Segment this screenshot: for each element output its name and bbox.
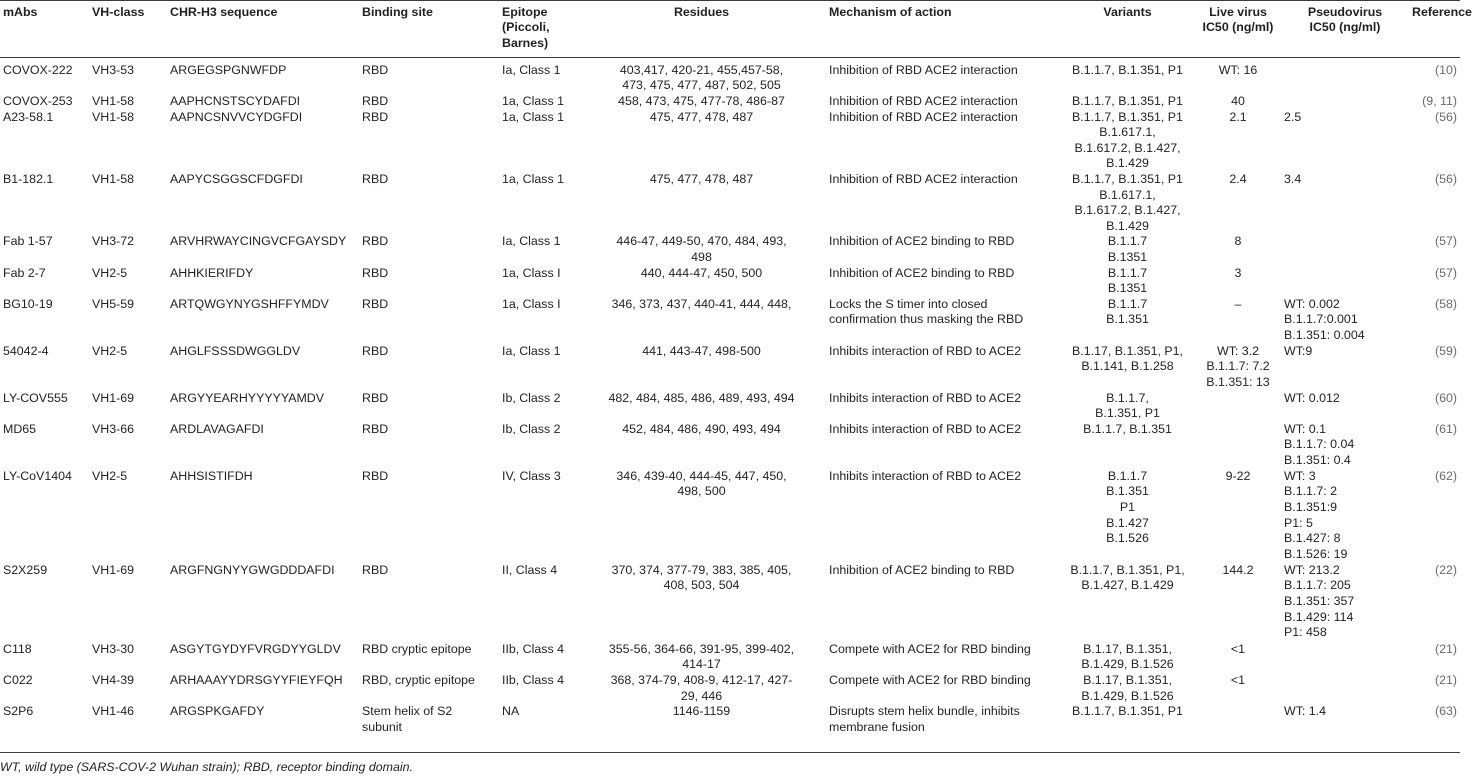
cell-live-virus-ic50: 40 <box>1231 93 1245 108</box>
cell-variants: B.1.1.7, B.1.351, P1 <box>1072 93 1183 108</box>
cell-pseudovirus-ic50: WT: 213.2 B.1.1.7: 205 B.1.351: 357 B.1.429: 114 P1: 458 <box>1284 562 1355 640</box>
cell-epitope: NA <box>502 704 520 719</box>
table-row <box>0 266 1460 297</box>
column-header-variants: Variants <box>1103 5 1152 19</box>
cell-live-virus-ic50 <box>1195 704 1281 736</box>
cell-pseudovirus-ic50 <box>1281 94 1409 110</box>
cell-reference: (61) <box>1434 421 1457 436</box>
cell-vh-class: VH1-58 <box>92 109 135 124</box>
cell-live-virus-ic50: 144.2 <box>1222 562 1254 577</box>
cell-reference: (57) <box>1434 234 1457 249</box>
cell-mechanism: Inhibits interaction of RBD to ACE2 <box>829 421 1022 436</box>
cell-chr-h3-sequence: ARGSPKGAFDY <box>170 704 265 719</box>
cell-chr-h3-sequence: AAPHCNSTSCYDAFDI <box>170 93 301 108</box>
cell-residues: 440, 444-47, 450, 500 <box>640 265 763 280</box>
cell-binding-site: Stem helix of S2 subunit <box>362 704 453 734</box>
cell-variants: B.1.17, B.1.351, B.1.429, B.1.526 <box>1081 641 1174 672</box>
cell-binding-site: RBD <box>362 62 389 77</box>
cell-binding-site: RBD <box>362 265 389 280</box>
cell-chr-h3-sequence: AAPYCSGGSCFDGFDI <box>170 172 303 187</box>
cell-reference: (10) <box>1434 62 1457 77</box>
cell-pseudovirus-ic50: WT: 0.002 B.1.1.7:0.001 B.1.351: 0.004 <box>1284 296 1365 342</box>
cell-chr-h3-sequence: ASGYTGYDYFVRGDYYGLDV <box>170 641 341 656</box>
column-header-residues: Residues <box>673 5 730 19</box>
cell-variants: B.1.17, B.1.351, P1, B.1.141, B.1.258 <box>1072 343 1183 374</box>
cell-vh-class: VH3-66 <box>92 421 135 436</box>
column-header-live-virus-ic50: Live virus IC50 (ng/ml) <box>1202 5 1274 35</box>
cell-variants: B.1.1.7, B.1.351 <box>1083 421 1172 436</box>
cell-epitope: 1a, Class 1 <box>502 109 564 124</box>
cell-reference: (63) <box>1434 704 1457 719</box>
table-row <box>0 422 1460 469</box>
cell-mabs: COVOX-253 <box>3 93 73 108</box>
cell-vh-class: VH2-5 <box>92 468 128 483</box>
cell-live-virus-ic50: WT: 16 <box>1218 62 1258 77</box>
cell-binding-site: RBD <box>362 468 389 483</box>
cell-residues: 458, 473, 475, 477-78, 486-87 <box>618 93 785 108</box>
table-body <box>0 57 1460 736</box>
cell-epitope: Ib, Class 2 <box>502 421 561 436</box>
cell-mechanism: Inhibition of ACE2 binding to RBD <box>829 234 1015 249</box>
cell-binding-site: RBD <box>362 421 389 436</box>
cell-mabs: 54042-4 <box>3 343 49 358</box>
cell-reference: (56) <box>1434 172 1457 187</box>
column-header-binding-site: Binding site <box>362 5 433 19</box>
column-header-chr-h3-sequence: CHR-H3 sequence <box>170 5 278 19</box>
cell-residues: 441, 443-47, 498-500 <box>642 343 761 358</box>
cell-residues: 446-47, 449-50, 470, 484, 493, 498 <box>616 234 787 265</box>
cell-vh-class: VH4-39 <box>92 672 135 687</box>
cell-chr-h3-sequence: ARHAAAYYDRSGYYFIEYFQH <box>170 672 343 687</box>
table-row <box>0 57 1460 94</box>
cell-mechanism: Inhibition of RBD ACE2 interaction <box>829 109 1018 124</box>
cell-binding-site: RBD cryptic epitope <box>362 641 472 656</box>
cell-binding-site: RBD <box>362 390 389 405</box>
cell-live-virus-ic50: <1 <box>1230 641 1246 656</box>
cell-mechanism: Locks the S timer into closed confirmation thus masking the RBD <box>829 296 1024 327</box>
cell-variants: B.1.1.7, B.1.351, P1 B.1.617.1, B.1.617.2, B.1.427, B.1.429 <box>1072 109 1183 171</box>
cell-epitope: IV, Class 3 <box>502 468 561 483</box>
cell-pseudovirus-ic50 <box>1281 673 1409 704</box>
cell-binding-site: RBD <box>362 562 389 577</box>
column-header-mabs: mAbs <box>3 5 38 19</box>
cell-binding-site: RBD <box>362 296 389 311</box>
cell-mabs: LY-CoV1404 <box>3 468 72 483</box>
cell-pseudovirus-ic50 <box>1281 234 1409 265</box>
cell-reference: (57) <box>1434 265 1457 280</box>
cell-vh-class: VH2-5 <box>92 265 128 280</box>
cell-mechanism: Inhibits interaction of RBD to ACE2 <box>829 343 1022 358</box>
cell-live-virus-ic50: 2.1 <box>1229 109 1247 124</box>
table-row <box>0 344 1460 391</box>
cell-variants: B.1.1.7, B.1.351, P1 <box>1095 390 1160 421</box>
cell-live-virus-ic50: 9-22 <box>1225 468 1251 483</box>
table-row <box>0 642 1460 673</box>
cell-mechanism: Inhibition of RBD ACE2 interaction <box>829 62 1018 77</box>
cell-mechanism: Inhibits interaction of RBD to ACE2 <box>829 468 1022 483</box>
cell-variants: B.1.1.7, B.1.351, P1, B.1.427, B.1.429 <box>1070 562 1185 593</box>
column-header-vh-class: VH-class <box>92 5 145 19</box>
cell-chr-h3-sequence: ARGYYEARHYYYYYAMDV <box>170 390 325 405</box>
cell-binding-site: RBD <box>362 172 389 187</box>
cell-vh-class: VH2-5 <box>92 343 128 358</box>
table-row <box>0 297 1460 344</box>
cell-residues: 346, 373, 437, 440-41, 444, 448, <box>611 296 792 311</box>
cell-binding-site: RBD <box>362 93 389 108</box>
column-header-mechanism: Mechanism of action <box>829 5 952 19</box>
cell-mabs: Fab 2-7 <box>3 265 46 280</box>
cell-live-virus-ic50: <1 <box>1230 672 1246 687</box>
cell-chr-h3-sequence: AAPNCSNVVCYDGFDI <box>170 109 303 124</box>
cell-chr-h3-sequence: AHGLFSSSDWGGLDV <box>170 343 301 358</box>
cell-mechanism: Compete with ACE2 for RBD binding <box>829 641 1031 656</box>
cell-live-virus-ic50 <box>1195 391 1281 422</box>
cell-reference: (21) <box>1434 641 1457 656</box>
cell-variants: B.1.1.7 B.1351 <box>1107 234 1148 265</box>
cell-epitope: Ia, Class 1 <box>502 343 561 358</box>
cell-epitope: Ib, Class 2 <box>502 390 561 405</box>
cell-pseudovirus-ic50 <box>1281 57 1409 94</box>
cell-variants: B.1.1.7 B.1351 <box>1107 265 1148 296</box>
column-header-pseudovirus-ic50: Pseudovirus IC50 (ng/ml) <box>1307 5 1383 35</box>
table-header-row <box>0 0 1460 57</box>
cell-pseudovirus-ic50: 3.4 <box>1284 172 1302 187</box>
cell-mechanism: Inhibits interaction of RBD to ACE2 <box>829 390 1022 405</box>
cell-residues: 370, 374, 377-79, 383, 385, 405, 408, 503, 504 <box>611 562 792 593</box>
cell-live-virus-ic50: – <box>1234 296 1242 311</box>
cell-mechanism: Compete with ACE2 for RBD binding <box>829 672 1031 687</box>
cell-epitope: IIb, Class 4 <box>502 641 564 656</box>
cell-mabs: A23-58.1 <box>3 109 54 124</box>
cell-epitope: 1a, Class 1 <box>502 93 564 108</box>
cell-chr-h3-sequence: ARVHRWAYCINGVCFGAYSDY <box>170 234 347 249</box>
table-row <box>0 110 1460 172</box>
cell-reference: (56) <box>1434 109 1457 124</box>
cell-mabs: S2P6 <box>3 704 34 719</box>
cell-residues: 1146-1159 <box>672 704 731 719</box>
table-bottom-rule <box>0 752 1460 753</box>
cell-mabs: LY-COV555 <box>3 390 68 405</box>
table-row <box>0 673 1460 704</box>
cell-reference: (9, 11) <box>1422 93 1457 108</box>
table-row <box>0 563 1460 642</box>
cell-pseudovirus-ic50: WT: 0.1 B.1.1.7: 0.04 B.1.351: 0.4 <box>1284 421 1355 467</box>
cell-binding-site: RBD <box>362 343 389 358</box>
cell-mechanism: Inhibition of RBD ACE2 interaction <box>829 93 1018 108</box>
cell-pseudovirus-ic50 <box>1281 642 1409 673</box>
cell-live-virus-ic50: 2.4 <box>1229 172 1247 187</box>
table-row <box>0 391 1460 422</box>
cell-epitope: 1a, Class I <box>502 265 561 280</box>
cell-reference: (62) <box>1434 468 1457 483</box>
cell-mechanism: Disrupts stem helix bundle, inhibits membrane fusion <box>829 704 1020 734</box>
table-row <box>0 172 1460 234</box>
cell-reference: (22) <box>1434 562 1457 577</box>
cell-mechanism: Inhibition of RBD ACE2 interaction <box>829 172 1018 187</box>
cell-mabs: Fab 1-57 <box>3 234 53 249</box>
column-header-epitope: Epitope (Piccoli, Barnes) <box>502 5 550 50</box>
cell-binding-site: RBD <box>362 109 389 124</box>
table-row <box>0 94 1460 110</box>
cell-pseudovirus-ic50: WT: 0.012 <box>1284 390 1340 405</box>
cell-reference: (58) <box>1434 296 1457 311</box>
cell-variants: B.1.17, B.1.351, B.1.429, B.1.526 <box>1081 672 1174 703</box>
cell-mabs: BG10-19 <box>3 296 53 311</box>
cell-vh-class: VH5-59 <box>92 296 135 311</box>
cell-variants: B.1.1.7 B.1.351 <box>1106 296 1149 327</box>
cell-reference: (59) <box>1434 343 1457 358</box>
cell-residues: 368, 374-79, 408-9, 412-17, 427- 29, 446 <box>610 672 793 703</box>
cell-chr-h3-sequence: ARDLAVAGAFDI <box>170 421 264 436</box>
cell-live-virus-ic50 <box>1195 422 1281 469</box>
cell-mabs: COVOX-222 <box>3 62 73 77</box>
cell-chr-h3-sequence: AHHSISTIFDH <box>170 468 253 483</box>
cell-mabs: S2X259 <box>3 562 48 577</box>
cell-chr-h3-sequence: ARTQWGYNYGSHFFYMDV <box>170 296 329 311</box>
cell-variants: B.1.1.7, B.1.351, P1 <box>1072 704 1183 719</box>
cell-residues: 475, 477, 478, 487 <box>649 109 754 124</box>
cell-mabs: C118 <box>3 641 32 656</box>
cell-vh-class: VH1-46 <box>92 704 135 719</box>
column-header-reference: Reference <box>1412 5 1472 19</box>
cell-residues: 355-56, 364-66, 391-95, 399-402, 414-17 <box>608 641 795 672</box>
cell-epitope: Ia, Class 1 <box>502 234 561 249</box>
cell-variants: B.1.1.7, B.1.351, P1 <box>1072 62 1183 77</box>
cell-mabs: B1-182.1 <box>3 172 54 187</box>
table-footnote: WT, wild type (SARS-COV-2 Wuhan strain); RBD, receptor binding domain. <box>0 760 413 774</box>
cell-epitope: II, Class 4 <box>502 562 558 577</box>
cell-mabs: MD65 <box>3 421 37 436</box>
cell-epitope: IIb, Class 4 <box>502 672 564 687</box>
table-row <box>0 234 1460 265</box>
cell-chr-h3-sequence: ARGEGSPGNWFDP <box>170 62 287 77</box>
cell-live-virus-ic50: 3 <box>1234 265 1242 280</box>
cell-vh-class: VH1-58 <box>92 172 135 187</box>
cell-chr-h3-sequence: AHHKIERIFDY <box>170 265 254 280</box>
cell-mechanism: Inhibition of ACE2 binding to RBD <box>829 562 1015 577</box>
cell-residues: 403,417, 420-21, 455,457-58, 473, 475, 477, 487, 502, 505 <box>619 62 784 93</box>
cell-variants: B.1.1.7 B.1.351 P1 B.1.427 B.1.526 <box>1106 468 1149 546</box>
cell-binding-site: RBD, cryptic epitope <box>362 672 475 687</box>
cell-epitope: Ia, Class 1 <box>502 62 561 77</box>
cell-residues: 482, 484, 485, 486, 489, 493, 494 <box>608 390 795 405</box>
table-top-rule <box>0 0 1460 1</box>
cell-live-virus-ic50: WT: 3.2 B.1.1.7: 7.2 B.1.351: 13 <box>1206 343 1270 389</box>
cell-reference: (21) <box>1434 672 1457 687</box>
cell-live-virus-ic50: 8 <box>1234 234 1242 249</box>
cell-binding-site: RBD <box>362 234 389 249</box>
cell-vh-class: VH1-69 <box>92 562 135 577</box>
cell-mabs: C022 <box>3 672 33 687</box>
cell-vh-class: VH1-69 <box>92 390 135 405</box>
cell-pseudovirus-ic50 <box>1281 266 1409 297</box>
cell-vh-class: VH3-30 <box>92 641 135 656</box>
cell-residues: 475, 477, 478, 487 <box>649 172 754 187</box>
cell-pseudovirus-ic50: WT: 1.4 <box>1284 704 1326 719</box>
cell-epitope: 1a, Class I <box>502 296 561 311</box>
cell-vh-class: VH1-58 <box>92 93 135 108</box>
cell-reference: (60) <box>1434 390 1457 405</box>
cell-chr-h3-sequence: ARGFNGNYYGWGDDDAFDI <box>170 562 335 577</box>
cell-residues: 346, 439-40, 444-45, 447, 450, 498, 500 <box>616 468 787 499</box>
cell-epitope: 1a, Class 1 <box>502 172 564 187</box>
cell-pseudovirus-ic50: WT: 3 B.1.1.7: 2 B.1.351:9 P1: 5 B.1.427: 8 B.1.526: 19 <box>1284 468 1348 561</box>
cell-pseudovirus-ic50: WT:9 <box>1284 343 1313 358</box>
cell-pseudovirus-ic50: 2.5 <box>1284 109 1302 124</box>
table-row <box>0 469 1460 563</box>
cell-vh-class: VH3-72 <box>92 234 135 249</box>
cell-residues: 452, 484, 486, 490, 493, 494 <box>622 421 781 436</box>
cell-mechanism: Inhibition of ACE2 binding to RBD <box>829 265 1015 280</box>
cell-variants: B.1.1.7, B.1.351, P1 B.1.617.1, B.1.617.2, B.1.427, B.1.429 <box>1072 172 1183 233</box>
cell-vh-class: VH3-53 <box>92 62 135 77</box>
table-row <box>0 704 1460 736</box>
